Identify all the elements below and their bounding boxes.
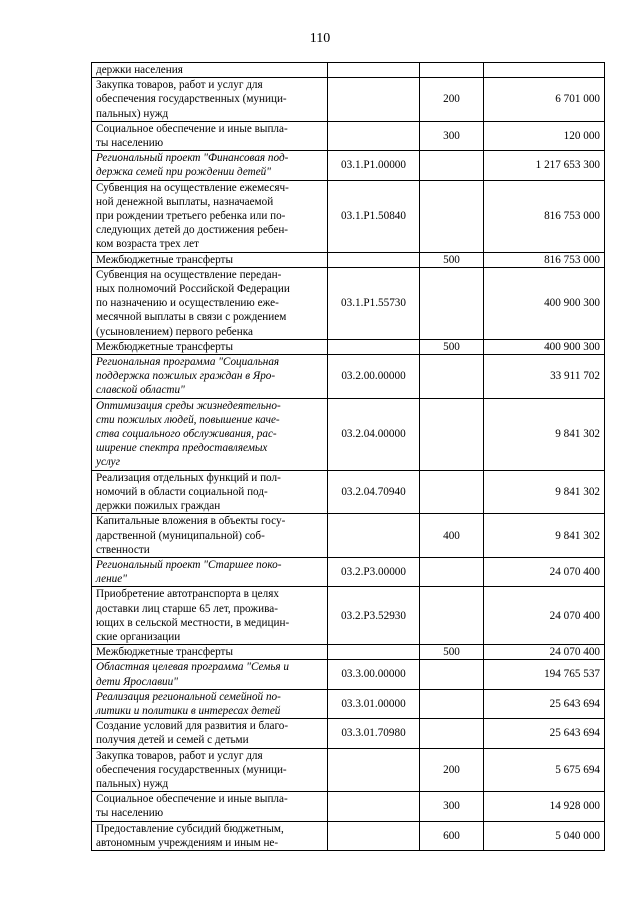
item-name-line: месячной выплаты в связи с рождением xyxy=(96,311,287,324)
item-name-line: ственности xyxy=(96,543,150,556)
target-article-code xyxy=(328,792,420,821)
item-name-line: Реализация региональной семейной по- xyxy=(96,690,281,703)
target-article-code: 03.1.P1.50840 xyxy=(328,180,420,252)
item-name-cell xyxy=(92,470,328,514)
item-name-line: дети Ярославии" xyxy=(96,675,178,688)
item-name-line: получия детей и семей с детьми xyxy=(96,734,249,747)
item-name-line: держка семей при рождении детей" xyxy=(96,166,271,179)
expense-type-code: 200 xyxy=(420,748,484,792)
item-name-line: обеспечения государственных (муници- xyxy=(96,763,287,776)
table-row xyxy=(92,355,605,399)
expense-type-code xyxy=(420,63,484,78)
target-article-code xyxy=(328,78,420,122)
target-article-code: 03.2.P3.00000 xyxy=(328,557,420,586)
target-article-code xyxy=(328,821,420,850)
table-row xyxy=(92,78,605,122)
table-row xyxy=(92,180,605,252)
item-name-cell xyxy=(92,645,328,660)
table-row xyxy=(92,587,605,645)
target-article-code: 03.2.P3.52930 xyxy=(328,587,420,645)
item-name-cell xyxy=(92,748,328,792)
table-row xyxy=(92,267,605,339)
target-article-code xyxy=(328,514,420,558)
item-name-line: славской области" xyxy=(96,384,185,397)
target-article-code: 03.2.00.00000 xyxy=(328,355,420,399)
target-article-code: 03.1.P1.55730 xyxy=(328,267,420,339)
target-article-code: 03.2.04.00000 xyxy=(328,398,420,470)
item-name-line: при рождении третьего ребенка или по- xyxy=(96,210,286,223)
item-name-line: ком возраста трех лет xyxy=(96,238,199,251)
item-name-line: следующих детей до достижения ребен- xyxy=(96,224,289,237)
item-name-line: ты населению xyxy=(96,807,164,820)
amount-cell: 400 900 300 xyxy=(484,267,605,339)
amount-cell: 816 753 000 xyxy=(484,180,605,252)
item-name-cell xyxy=(92,339,328,354)
expense-type-code xyxy=(420,719,484,748)
amount-cell: 816 753 000 xyxy=(484,252,605,267)
item-name-line: Региональный проект "Финансовая под- xyxy=(96,152,289,165)
expense-type-code: 400 xyxy=(420,514,484,558)
table-row xyxy=(92,470,605,514)
amount-cell: 14 928 000 xyxy=(484,792,605,821)
item-name-line: Социальное обеспечение и иные выпла- xyxy=(96,793,288,806)
item-name-line: сти пожилых людей, повышение каче- xyxy=(96,413,280,426)
budget-table xyxy=(91,62,605,851)
item-name-line: ширение спектра предоставляемых xyxy=(96,442,268,455)
item-name-cell xyxy=(92,180,328,252)
amount-cell: 194 765 537 xyxy=(484,660,605,689)
item-name-line: ной денежной выплаты, назначаемой xyxy=(96,195,274,208)
item-name-line: пальных) нужд xyxy=(96,107,169,120)
item-name-cell xyxy=(92,587,328,645)
item-name-line: Областная целевая программа "Семья и xyxy=(96,661,290,674)
amount-cell: 25 643 694 xyxy=(484,719,605,748)
amount-cell: 1 217 653 300 xyxy=(484,151,605,180)
item-name-line: Межбюджетные трансферты xyxy=(96,646,233,659)
item-name-line: Приобретение автотранспорта в целях xyxy=(96,588,279,601)
item-name-line: Субвенция на осуществление передан- xyxy=(96,268,282,281)
target-article-code xyxy=(328,645,420,660)
item-name-line: дарственной (муниципальной) соб- xyxy=(96,529,265,542)
item-name-line: автономным учреждениям и иным не- xyxy=(96,836,279,849)
item-name-line: Закупка товаров, работ и услуг для xyxy=(96,749,263,762)
item-name-line: Реализация отдельных функций и пол- xyxy=(96,471,281,484)
item-name-cell xyxy=(92,660,328,689)
item-name-line: держки пожилых граждан xyxy=(96,500,221,513)
expense-type-code: 300 xyxy=(420,121,484,150)
expense-type-code xyxy=(420,557,484,586)
item-name-line: Предоставление субсидий бюджетным, xyxy=(96,822,284,835)
item-name-line: Региональный проект "Старшее поко- xyxy=(96,558,282,571)
item-name-line: номочий в области социальной под- xyxy=(96,485,268,498)
table-row xyxy=(92,398,605,470)
item-name-line: Создание условий для развития и благо- xyxy=(96,720,289,733)
item-name-line: Социальное обеспечение и иные выпла- xyxy=(96,122,288,135)
item-name-cell xyxy=(92,821,328,850)
expense-type-code: 200 xyxy=(420,78,484,122)
target-article-code: 03.2.04.70940 xyxy=(328,470,420,514)
amount-cell xyxy=(484,63,605,78)
target-article-code xyxy=(328,121,420,150)
amount-cell: 9 841 302 xyxy=(484,398,605,470)
table-row xyxy=(92,121,605,150)
table-row xyxy=(92,748,605,792)
item-name-line: ление" xyxy=(96,573,127,586)
table-row xyxy=(92,821,605,850)
amount-cell: 33 911 702 xyxy=(484,355,605,399)
expense-type-code: 500 xyxy=(420,252,484,267)
item-name-line: Закупка товаров, работ и услуг для xyxy=(96,79,263,92)
item-name-line: Субвенция на осуществление ежемесяч- xyxy=(96,181,289,194)
expense-type-code xyxy=(420,660,484,689)
amount-cell: 9 841 302 xyxy=(484,470,605,514)
table-row xyxy=(92,151,605,180)
target-article-code xyxy=(328,339,420,354)
item-name-line: по назначению и осуществлению еже- xyxy=(96,297,279,310)
item-name-line: услуг xyxy=(96,456,120,469)
expense-type-code xyxy=(420,587,484,645)
expense-type-code xyxy=(420,470,484,514)
expense-type-code xyxy=(420,355,484,399)
table-row xyxy=(92,645,605,660)
amount-cell: 6 701 000 xyxy=(484,78,605,122)
amount-cell: 24 070 400 xyxy=(484,645,605,660)
item-name-cell xyxy=(92,267,328,339)
expense-type-code: 300 xyxy=(420,792,484,821)
amount-cell: 9 841 302 xyxy=(484,514,605,558)
item-name-line: Межбюджетные трансферты xyxy=(96,253,233,266)
item-name-cell xyxy=(92,63,328,78)
table-row xyxy=(92,514,605,558)
item-name-cell xyxy=(92,514,328,558)
expense-type-code xyxy=(420,398,484,470)
target-article-code xyxy=(328,748,420,792)
item-name-line: (усыновлением) первого ребенка xyxy=(96,325,253,338)
item-name-cell xyxy=(92,355,328,399)
item-name-line: ские организации xyxy=(96,630,181,643)
expense-type-code: 500 xyxy=(420,339,484,354)
item-name-line: ты населению xyxy=(96,137,164,150)
expense-type-code xyxy=(420,689,484,718)
item-name-line: ства социального обслуживания, рас- xyxy=(96,428,277,441)
amount-cell: 24 070 400 xyxy=(484,587,605,645)
amount-cell: 24 070 400 xyxy=(484,557,605,586)
item-name-line: держки населения xyxy=(96,64,183,76)
amount-cell: 25 643 694 xyxy=(484,689,605,718)
item-name-line: обеспечения государственных (муници- xyxy=(96,93,287,106)
table-row xyxy=(92,252,605,267)
item-name-cell xyxy=(92,557,328,586)
table-row xyxy=(92,689,605,718)
item-name-cell xyxy=(92,121,328,150)
amount-cell: 5 675 694 xyxy=(484,748,605,792)
target-article-code: 03.3.01.70980 xyxy=(328,719,420,748)
table-row xyxy=(92,339,605,354)
target-article-code: 03.1.P1.00000 xyxy=(328,151,420,180)
item-name-line: ющих в сельской местности, в медицин- xyxy=(96,616,290,629)
target-article-code: 03.3.00.00000 xyxy=(328,660,420,689)
table-row xyxy=(92,719,605,748)
table-row xyxy=(92,792,605,821)
target-article-code xyxy=(328,252,420,267)
amount-cell: 120 000 xyxy=(484,121,605,150)
item-name-line: доставки лиц старше 65 лет, прожива- xyxy=(96,602,278,615)
table-row xyxy=(92,63,605,78)
target-article-code xyxy=(328,63,420,78)
item-name-cell xyxy=(92,689,328,718)
table-row xyxy=(92,660,605,689)
expense-type-code xyxy=(420,267,484,339)
expense-type-code xyxy=(420,151,484,180)
target-article-code: 03.3.01.00000 xyxy=(328,689,420,718)
item-name-line: Межбюджетные трансферты xyxy=(96,340,233,353)
item-name-line: поддержка пожилых граждан в Яро- xyxy=(96,370,276,383)
page-number: 110 xyxy=(309,31,331,46)
item-name-line: литики и политики в интересах детей xyxy=(96,704,281,717)
amount-cell: 5 040 000 xyxy=(484,821,605,850)
item-name-cell xyxy=(92,398,328,470)
item-name-cell xyxy=(92,151,328,180)
item-name-cell xyxy=(92,252,328,267)
expense-type-code xyxy=(420,180,484,252)
item-name-line: Капитальные вложения в объекты госу- xyxy=(96,515,286,528)
amount-cell: 400 900 300 xyxy=(484,339,605,354)
item-name-line: Региональная программа "Социальная xyxy=(96,356,280,369)
item-name-line: пальных) нужд xyxy=(96,777,169,790)
item-name-line: ных полномочий Российской Федерации xyxy=(96,283,290,296)
budget-table-body xyxy=(92,63,605,851)
item-name-cell xyxy=(92,78,328,122)
table-row xyxy=(92,557,605,586)
item-name-cell xyxy=(92,792,328,821)
item-name-line: Оптимизация среды жизнедеятельно- xyxy=(96,399,281,412)
expense-type-code: 500 xyxy=(420,645,484,660)
expense-type-code: 600 xyxy=(420,821,484,850)
item-name-cell xyxy=(92,719,328,748)
